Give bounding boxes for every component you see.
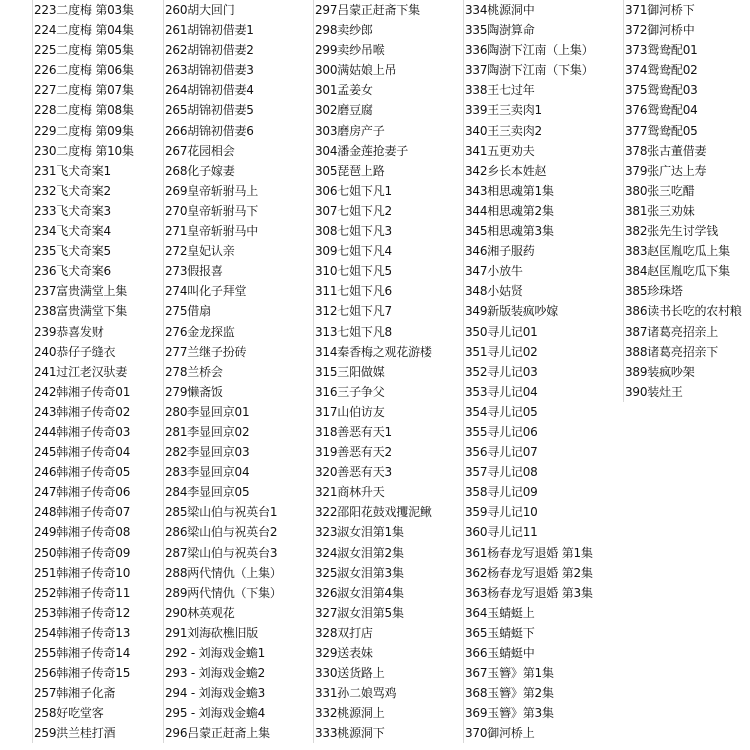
list-item: 301孟姜女 [315, 83, 373, 98]
list-item: 272皇妃认亲 [165, 244, 235, 259]
list-item: 364玉蜻蜓上 [465, 605, 535, 620]
list-item: 271皇帝斩驸马中 [165, 224, 259, 239]
list-item: 244韩湘子传奇03 [34, 424, 131, 439]
list-item: 345相思魂第3集 [465, 224, 554, 239]
column-5 [623, 0, 750, 402]
column-4 [463, 0, 622, 743]
list-item: 297吕蒙正赶斋下集 [315, 3, 420, 17]
list-item: 255韩湘子传奇14 [34, 646, 131, 660]
list-item: 356寻儿记07 [465, 445, 538, 460]
list-item: 286梁山伯与祝英台2 [165, 525, 278, 540]
list-item: 354寻儿记05 [465, 404, 538, 419]
list-item: 299卖纱吊喉 [315, 43, 385, 58]
list-item: 278兰桥会 [165, 364, 223, 379]
list-item: 296吕蒙正赶斋上集 [165, 726, 270, 741]
list-item: 225二度梅 第05集 [34, 43, 134, 58]
list-item: 329送表妹 [315, 646, 373, 660]
list-item: 281李显回京02 [165, 424, 250, 439]
list-item: 370御河桥上 [465, 726, 535, 741]
list-item: 274叫化子拜堂 [165, 284, 247, 299]
list-item: 248韩湘子传奇07 [34, 505, 131, 520]
list-item: 239恭喜发财 [34, 324, 104, 339]
list-item: 361杨春龙写退婚 第1集 [465, 545, 593, 560]
list-item: 352寻儿记03 [465, 364, 538, 379]
list-item: 388诸葛亮招亲下 [625, 344, 719, 359]
list-item: 267花园相会 [165, 143, 235, 158]
list-item: 273假报喜 [165, 264, 223, 279]
list-item: 242韩湘子传奇01 [34, 384, 131, 399]
list-item: 357寻儿记08 [465, 465, 538, 480]
list-item: 280李显回京01 [165, 404, 250, 419]
list-item: 269皇帝斩驸马上 [165, 183, 259, 198]
list-item: 349新版装疯吵嫁 [465, 304, 559, 319]
list-item: 276金龙探监 [165, 324, 235, 339]
list-item: 287梁山伯与祝英台3 [165, 545, 278, 560]
list-item: 377鸳鸯配05 [625, 123, 698, 138]
list-item: 390装灶王 [625, 384, 683, 399]
list-item: 257韩湘子化斋 [34, 686, 116, 701]
list-item: 230二度梅 第10集 [34, 143, 134, 158]
list-item: 367玉簪》第1集 [465, 666, 554, 681]
list-item: 347小放牛 [465, 264, 523, 279]
list-item: 264胡锦初借妻4 [165, 83, 254, 98]
list-item: 288两代情仇（上集） [165, 565, 282, 580]
list-item: 351寻儿记02 [465, 344, 538, 359]
list-item: 385珍珠塔 [625, 284, 683, 299]
list-item: 302磨豆腐 [315, 103, 373, 118]
list-item: 238富贵满堂下集 [34, 304, 128, 319]
list-item: 304潘金莲抢妻子 [315, 143, 409, 158]
list-item: 322邵阳花鼓戏攫泥鳅 [315, 505, 432, 520]
list-item: 343相思魂第1集 [465, 183, 554, 198]
list-item: 305琵琶上路 [315, 163, 385, 178]
list-item: 328双打店 [315, 625, 373, 640]
list-item: 330送货路上 [315, 666, 385, 681]
column-1 [32, 0, 161, 743]
list-item: 381张三劝妹 [625, 203, 695, 218]
list-item: 265胡锦初借妻5 [165, 103, 254, 118]
list-item: 362杨春龙写退婚 第2集 [465, 565, 593, 580]
list-item: 332桃源洞上 [315, 706, 385, 721]
list-item: 252韩湘子传奇11 [34, 585, 131, 600]
list-item: 270皇帝斩驸马下 [165, 203, 259, 218]
list-item: 313七姐下凡8 [315, 324, 392, 339]
list-item: 383赵匡胤吃瓜上集 [625, 244, 730, 259]
list-item: 365玉蜻蜓下 [465, 625, 535, 640]
list-item: 245韩湘子传奇04 [34, 445, 131, 460]
list-item: 331孙二娘骂鸡 [315, 686, 397, 701]
list-item: 368玉簪》第2集 [465, 686, 554, 701]
list-item: 309七姐下凡4 [315, 244, 392, 259]
list-item: 275借扇 [165, 304, 211, 319]
list-item: 333桃源洞下 [315, 726, 385, 741]
list-item: 261胡锦初借妻1 [165, 23, 254, 38]
list-item: 263胡锦初借妻3 [165, 63, 254, 78]
list-item: 369玉簪》第3集 [465, 706, 554, 721]
list-item: 246韩湘子传奇05 [34, 465, 131, 480]
list-item: 290林英观花 [165, 605, 235, 620]
list-item: 380张三吃醋 [625, 183, 695, 198]
list-item: 298卖纱郎 [315, 23, 373, 38]
list-item: 355寻儿记06 [465, 424, 538, 439]
list-item: 285梁山伯与祝英台1 [165, 505, 278, 520]
list-item: 289两代情仇（下集） [165, 585, 282, 600]
column-2 [163, 0, 312, 743]
list-item: 250韩湘子传奇09 [34, 545, 131, 560]
list-item: 254韩湘子传奇13 [34, 625, 131, 640]
list-item: 308七姐下凡3 [315, 224, 392, 239]
list-item: 350寻儿记01 [465, 324, 538, 339]
list-item: 228二度梅 第08集 [34, 103, 134, 118]
list-item: 371御河桥下 [625, 3, 695, 17]
list-item: 337陶澍下江南（下集） [465, 63, 594, 78]
list-item: 236飞犬奇案6 [34, 264, 111, 279]
list-item: 292 - 刘海戏金蟾1 [165, 646, 266, 660]
list-item: 293 - 刘海戏金蟾2 [165, 666, 266, 681]
list-item: 307七姐下凡2 [315, 203, 392, 218]
list-item: 378张古董借妻 [625, 143, 707, 158]
list-item: 237富贵满堂上集 [34, 284, 128, 299]
list-item: 235飞犬奇案5 [34, 244, 111, 259]
list-item: 314秦香梅之观花游楼 [315, 344, 432, 359]
list-item: 279懒斋饭 [165, 384, 223, 399]
list-item: 359寻儿记10 [465, 505, 538, 520]
list-item: 249韩湘子传奇08 [34, 525, 131, 540]
list-item: 277兰继子扮砖 [165, 344, 247, 359]
list-item: 268化子嫁妻 [165, 163, 235, 178]
list-item: 334桃源洞中 [465, 3, 535, 17]
list-item: 387诸葛亮招亲上 [625, 324, 719, 339]
list-item: 226二度梅 第06集 [34, 63, 134, 78]
list-item: 386读书长吃的农村粮 [625, 304, 742, 319]
list-item: 317山伯访友 [315, 404, 385, 419]
list-item: 310七姐下凡5 [315, 264, 392, 279]
list-item: 224二度梅 第04集 [34, 23, 134, 38]
list-item: 366玉蜻蜓中 [465, 646, 535, 660]
list-item: 360寻儿记11 [465, 525, 538, 540]
list-item: 233飞犬奇案3 [34, 203, 111, 218]
list-item: 372御河桥中 [625, 23, 695, 38]
list-item: 358寻儿记09 [465, 485, 538, 500]
list-item: 295 - 刘海戏金蟾4 [165, 706, 266, 721]
list-item: 262胡锦初借妻2 [165, 43, 254, 58]
list-item: 282李显回京03 [165, 445, 250, 460]
list-item: 227二度梅 第07集 [34, 83, 134, 98]
list-item: 379张广达上寿 [625, 163, 707, 178]
list-item: 336陶澍下江南（上集） [465, 43, 594, 58]
list-item: 223二度梅 第03集 [34, 3, 134, 17]
list-item: 241过江老汉驮妻 [34, 364, 128, 379]
list-item: 253韩湘子传奇12 [34, 605, 131, 620]
list-item: 266胡锦初借妻6 [165, 123, 254, 138]
list-item: 312七姐下凡7 [315, 304, 392, 319]
list-item: 311七姐下凡6 [315, 284, 392, 299]
list-item: 353寻儿记04 [465, 384, 538, 399]
list-item: 324淑女泪第2集 [315, 545, 404, 560]
list-item: 234飞犬奇案4 [34, 224, 111, 239]
list-item: 243韩湘子传奇02 [34, 404, 131, 419]
list-item: 338王七过年 [465, 83, 535, 98]
list-item: 342乡长本姓赵 [465, 163, 547, 178]
list-item: 300满姑娘上吊 [315, 63, 397, 78]
list-item: 315三阳做媒 [315, 364, 385, 379]
list-item: 335陶澍算命 [465, 23, 535, 38]
list-item: 344相思魂第2集 [465, 203, 554, 218]
list-item: 251韩湘子传奇10 [34, 565, 131, 580]
list-item: 259洪兰桂打酒 [34, 726, 116, 741]
list-item: 375鸳鸯配03 [625, 83, 698, 98]
list-item: 258好吃堂客 [34, 706, 104, 721]
list-item: 341五更劝夫 [465, 143, 535, 158]
list-item: 325淑女泪第3集 [315, 565, 404, 580]
list-item: 384赵匡胤吃瓜下集 [625, 264, 730, 279]
list-item: 389装疯吵架 [625, 364, 695, 379]
list-item: 339王三卖肉1 [465, 103, 542, 118]
list-item: 374鸳鸯配02 [625, 63, 698, 78]
list-item: 240恭仔子缝衣 [34, 344, 116, 359]
list-item: 348小姑贤 [465, 284, 523, 299]
column-3 [313, 0, 462, 743]
list-item: 363杨春龙写退婚 第3集 [465, 585, 593, 600]
list-item: 229二度梅 第09集 [34, 123, 134, 138]
list-item: 323淑女泪第1集 [315, 525, 404, 540]
list-item: 327淑女泪第5集 [315, 605, 404, 620]
list-item: 231飞犬奇案1 [34, 163, 111, 178]
list-item: 260胡大回门 [165, 3, 235, 17]
list-item: 340王三卖肉2 [465, 123, 542, 138]
list-item: 256韩湘子传奇15 [34, 666, 131, 681]
list-item: 319善恶有天2 [315, 445, 392, 460]
list-item: 294 - 刘海戏金蟾3 [165, 686, 266, 701]
list-item: 316三子争父 [315, 384, 385, 399]
list-item: 321商林升天 [315, 485, 385, 500]
list-item: 284李显回京05 [165, 485, 250, 500]
list-item: 376鸳鸯配04 [625, 103, 698, 118]
list-item: 346湘子服药 [465, 244, 535, 259]
list-item: 303磨房产子 [315, 123, 385, 138]
list-item: 291刘海砍樵旧版 [165, 625, 259, 640]
list-item: 318善恶有天1 [315, 424, 392, 439]
list-item: 247韩湘子传奇06 [34, 485, 131, 500]
list-item: 306七姐下凡1 [315, 183, 392, 198]
list-item: 232飞犬奇案2 [34, 183, 111, 198]
list-item: 320善恶有天3 [315, 465, 392, 480]
list-item: 326淑女泪第4集 [315, 585, 404, 600]
list-item: 382张先生讨学钱 [625, 224, 719, 239]
list-item: 283李显回京04 [165, 465, 250, 480]
list-item: 373鸳鸯配01 [625, 43, 698, 58]
